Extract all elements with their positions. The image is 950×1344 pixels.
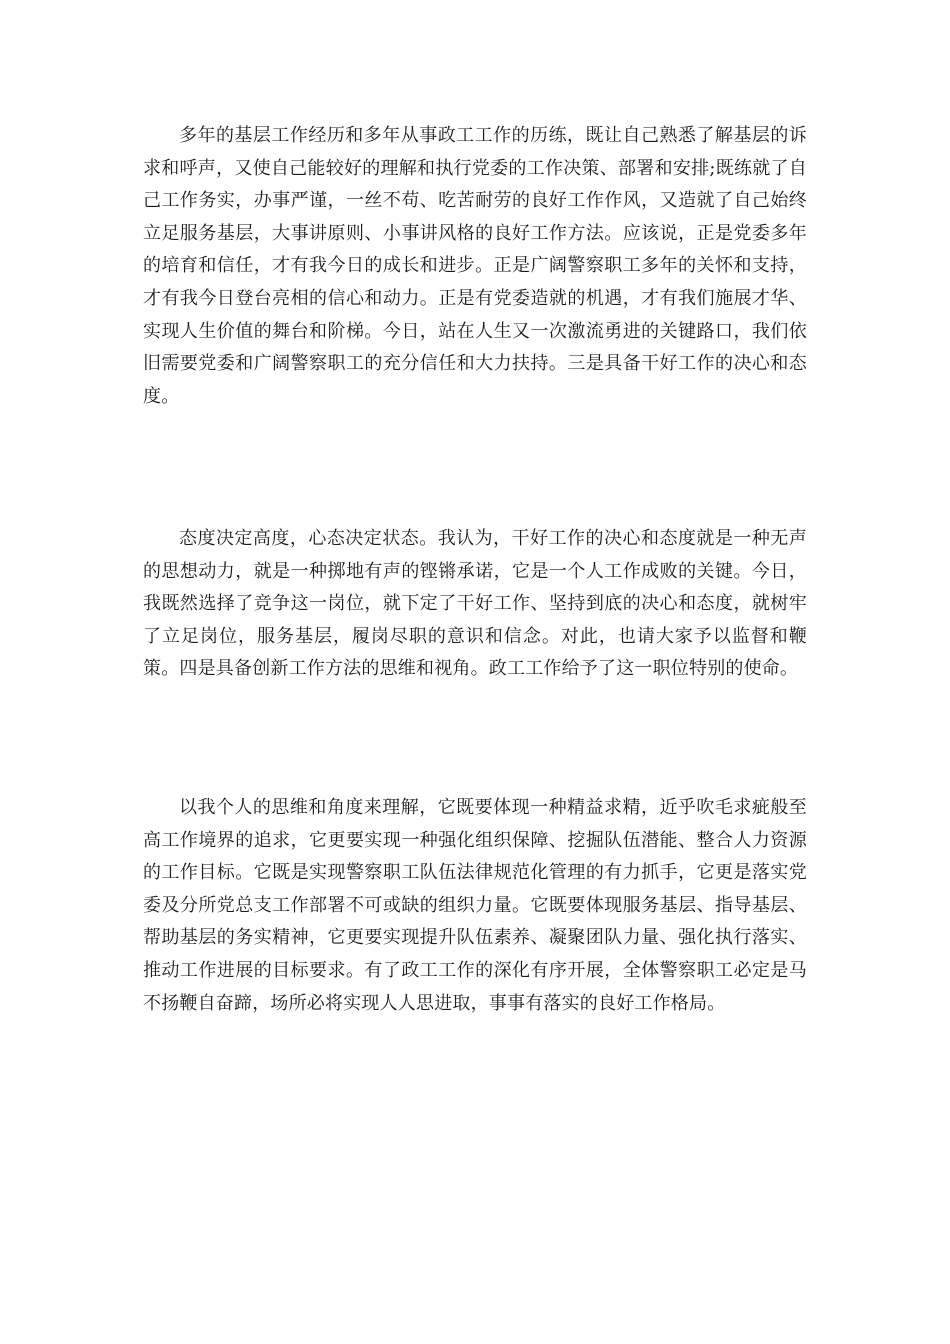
paragraph-3: 以我个人的思维和角度来理解，它既要体现一种精益求精，近乎吹毛求疵般至高工作境界的追求，它更要实现一种强化组织保障、挖掘队伍潜能、整合人力资源的工作目标。它既是实现警察职工队伍法律规范化管理的有力抓手，它更是落实党委及分所党总支工作部署不可或缺的组织力量。它既要体现服务基层、指导基层、帮助基层的务实精神，它更要实现提升队伍素养、凝聚团队力量、强化执行落实、推动工作进展的目标要求。有了政工工作的深化有序开展，全体警察职工必定是马不扬鞭自奋蹄，场所必将实现人人思进取，事事有落实的良好工作格局。: [143, 797, 807, 1014]
paragraph-2: 态度决定高度，心态决定状态。我认为，干好工作的决心和态度就是一种无声的思想动力，就是一种掷地有声的铿锵承诺，它是一个人工作成败的关键。今日，我既然选择了竞争这一岗位，就下定了干好工作、坚持到底的决心和态度，就树牢了立足岗位，服务基层，履岗尽职的意识和信念。对此，也请大家予以监督和鞭策。四是具备创新工作方法的思维和视角。政工工作给予了这一职位特别的使命。: [143, 528, 807, 680]
paragraph-1: 多年的基层工作经历和多年从事政工工作的历练，既让自己熟悉了解基层的诉求和呼声，又使自己能较好的理解和执行党委的工作决策、部署和安排;既练就了自己工作务实，办事严谨，一丝不苟、吃苦耐劳的良好工作作风，又造就了自己始终立足服务基层，大事讲原则、小事讲风格的良好工作方法。应该说，正是党委多年的培育和信任，才有我今日的成长和进步。正是广阔警察职工多年的关怀和支持，才有我今日登台亮相的信心和动力。正是有党委造就的机遇，才有我们施展才华、实现人生价值的舞台和阶梯。今日，站在人生又一次激流勇进的关键路口，我们依旧需要党委和广阔警察职工的充分信任和大力扶持。三是具备干好工作的决心和态度。: [143, 125, 807, 407]
